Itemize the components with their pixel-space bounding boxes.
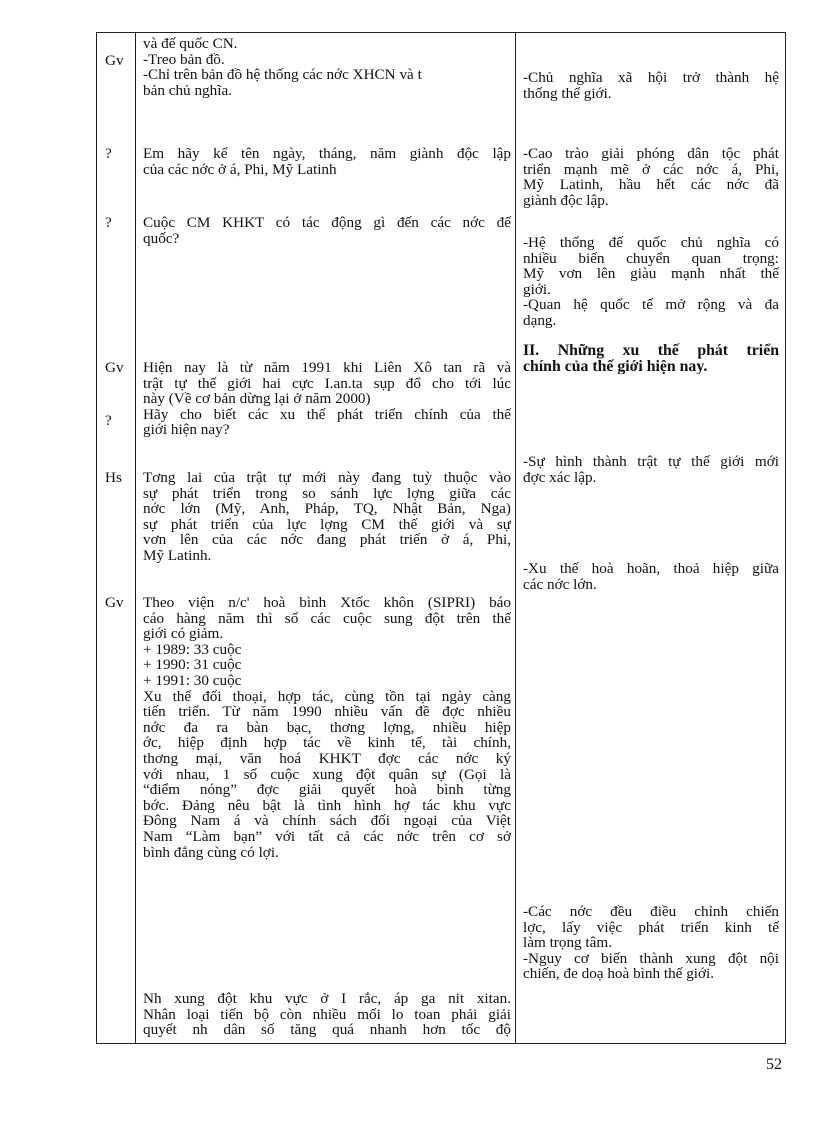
text-line: dạng. (523, 312, 557, 329)
text-line: của các nớc ở á, Phi, Mỹ Latinh (143, 161, 337, 178)
text-line: + 1991: 30 cuộc (143, 672, 242, 689)
role-label: Gv (105, 594, 124, 611)
text-line: -Xu thế hoà hoãn, thoả hiệp giữa (523, 561, 779, 577)
text-line: -Sự hình thành trật tự thế giới mới (523, 454, 779, 470)
column-divider (135, 33, 136, 1043)
text-line: thống thế giới. (523, 85, 612, 102)
text-line: giới hiện nay? (143, 422, 230, 438)
content-block (143, 470, 511, 564)
summary-block (523, 904, 779, 982)
text-line: Nhân loại tiến bộ còn nhiều mối lo toan phải giải (143, 1006, 511, 1023)
text-line: bớc. Đảng nêu bật là tình hình hợ tác khu vực (143, 797, 511, 814)
text-line: Nam “Làm bạn” với tất cả các nớc trên cơ sở (143, 828, 511, 845)
summary-block (523, 454, 779, 485)
content-block (143, 36, 511, 98)
text-line: Nh xung đột khu vực ở I rắc, áp ga nit xitan. (143, 991, 511, 1007)
text-line: sự phát triển của lực lợng CM thế giới và sự (143, 516, 511, 533)
role-label: Gv (105, 52, 124, 69)
text-line: -Hệ thống đế quốc chủ nghĩa có (523, 235, 779, 251)
text-line: Cuộc CM KHKT có tác động gì đến các nớc đế (143, 215, 511, 231)
text-line: “điểm nóng” đợc giải quyết hoà bình từng (143, 782, 511, 798)
text-line: Đông Nam á và chính sách đối ngoại của Việt (143, 813, 511, 829)
text-line: lợc, lấy việc phát triển kinh tế (523, 919, 779, 936)
content-block (143, 595, 511, 860)
text-line: + 1990: 31 cuộc (143, 657, 242, 673)
text-line: giới. (523, 281, 551, 298)
content-block (143, 360, 511, 438)
text-line: + 1989: 33 cuộc (143, 641, 242, 658)
role-label: ? (105, 214, 112, 231)
text-line: nớc lớn (Mỹ, Anh, Pháp, TQ, Nhật Bản, Nga) (143, 501, 511, 517)
text-line: đợc xác lập. (523, 469, 597, 486)
role-label: ? (105, 412, 112, 429)
text-line: Em hãy kể tên ngày, tháng, năm giành độc lập (143, 146, 511, 162)
lesson-table (96, 32, 786, 1044)
role-label: Gv (105, 359, 124, 376)
text-line: với nhau, 1 số cuộc xung đột quân sự (Gọi là (143, 766, 511, 783)
section-heading (523, 343, 779, 374)
text-line: Hiện nay là từ năm 1991 khi Liên Xô tan rã và (143, 360, 511, 376)
heading-line: II. Những xu thế phát triển (523, 343, 779, 359)
summary-block (523, 561, 779, 592)
summary-block (523, 146, 779, 208)
text-line: -Chỉ trên bản đồ hệ thống các nớc XHCN và t (143, 67, 422, 83)
column-divider (515, 33, 516, 1043)
role-label: Hs (105, 469, 122, 486)
text-line: Theo viện n/c' hoà bình Xtốc khôn (SIPRI) báo (143, 595, 511, 611)
text-line: bản chủ nghĩa. (143, 82, 232, 99)
text-line: cáo hàng năm thì số các cuộc sung đột trên thế (143, 610, 511, 627)
text-line: -Quan hệ quốc tế mở rộng và đa (523, 297, 779, 313)
text-line: bình đẳng cùng có lợi. (143, 844, 279, 861)
text-line: này (Về cơ bản dừng lại ở năm 2000) (143, 391, 371, 407)
text-line: trật tự thế giới hai cực I.an.ta sụp đổ cho tới lúc (143, 375, 511, 392)
text-line: các nớc lớn. (523, 576, 597, 593)
text-line: làm trọng tâm. (523, 935, 612, 951)
text-line: tiến triển. Từ năm 1990 nhiều vấn đề đợc nhiều (143, 704, 511, 720)
text-line: triển mạnh mẽ ở các nớc á, Phi, (523, 161, 779, 178)
text-line: quốc? (143, 230, 180, 247)
text-line: Hãy cho biết các xu thế phát triển chính của thế (143, 406, 511, 423)
text-line: Mỹ Latinh. (143, 547, 212, 564)
heading-line: chính của thế giới hiện nay. (523, 358, 708, 375)
text-line: Xu thế đối thoại, hợp tác, cùng tồn tại ngày càng (143, 688, 511, 705)
content-block (143, 991, 511, 1038)
content-block (143, 215, 511, 246)
text-line: Mỹ vơn lên giàu mạnh nhất thế (523, 266, 779, 282)
text-line: sự phát triển trong so sánh lực lợng giữa các (143, 485, 511, 502)
text-line: giành độc lập. (523, 192, 609, 209)
text-line: -Cao trào giải phóng dân tộc phát (523, 146, 779, 162)
role-label: ? (105, 145, 112, 162)
summary-block (523, 235, 779, 329)
text-line: Mỹ Latinh, hầu hết các nớc đã (523, 177, 779, 193)
text-line: ớc, hiệp định hợp tác về kinh tế, tài chính, (143, 735, 511, 751)
text-line: thơng mại, văn hoá KHKT đợc các nớc ký (143, 750, 511, 767)
summary-block (523, 70, 779, 101)
text-line: nhiều biến chuyển quan trọng: (523, 250, 779, 267)
text-line: -Các nớc đều điều chỉnh chiến (523, 904, 779, 920)
page-number: 52 (766, 1056, 782, 1073)
content-block (143, 146, 511, 177)
text-line: vơn lên của các nớc đang phát triển ở á, Phi, (143, 532, 511, 548)
text-line: Tơng lai của trật tự mới này đang tuỳ thuộc vào (143, 470, 511, 486)
text-line: -Chủ nghĩa xã hội trở thành hệ (523, 70, 779, 86)
text-line: và đế quốc CN. (143, 36, 238, 52)
text-line: chiến, đe doạ hoà bình thế giới. (523, 966, 715, 982)
text-line: -Treo bản đồ. (143, 51, 225, 68)
text-line: nớc đa ra bàn bạc, thơng lợng, nhiều hiệp (143, 719, 511, 736)
text-line: -Nguy cơ biến thành xung đột nội (523, 950, 779, 967)
text-line: giới có giảm. (143, 626, 224, 642)
text-line: quyết nh dân số tăng quá nhanh hơn tốc độ (143, 1022, 511, 1038)
